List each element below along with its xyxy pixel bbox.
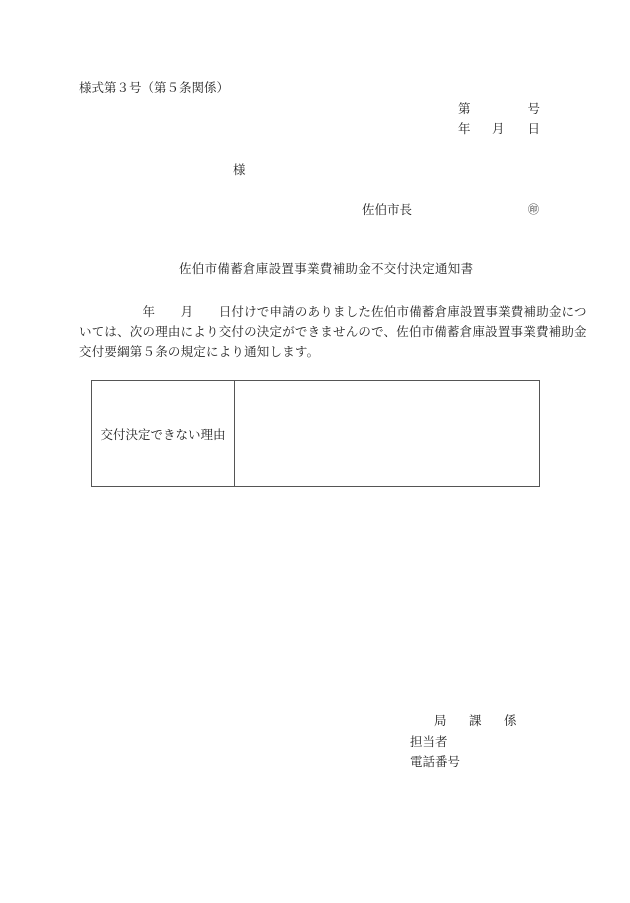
body-line: 交付要綱第５条の規定により通知します。 <box>79 344 320 359</box>
reason-label: 交付決定できない理由 <box>92 381 235 486</box>
contact-phone-label: 電話番号 <box>410 754 461 769</box>
doc-number-prefix: 第 <box>458 101 471 116</box>
contact-person-label: 担当者 <box>410 734 448 749</box>
doc-number-suffix: 号 <box>527 101 540 116</box>
body-line: 年 月 日付けで申請のありました佐伯市備蓄倉庫設置事業費補助金につ <box>79 304 587 319</box>
date-month: 月 <box>492 121 505 136</box>
addressee-suffix: 様 <box>233 162 246 177</box>
date-day: 日 <box>527 121 540 136</box>
department-section: 課 <box>469 713 482 728</box>
body-line: いては、次の理由により交付の決定ができませんので、佐伯市備蓄倉庫設置事業費補助金 <box>79 324 587 339</box>
body-paragraph <box>79 302 587 362</box>
reason-table <box>91 380 540 487</box>
form-id: 様式第３号（第５条関係） <box>79 80 230 95</box>
doc-number <box>458 103 540 116</box>
seal-icon: ㊞ <box>528 203 539 216</box>
reason-value-field[interactable] <box>235 381 539 486</box>
issuer-title: 佐伯市長 <box>362 202 413 217</box>
date-year: 年 <box>458 121 471 136</box>
department-unit: 係 <box>504 713 517 728</box>
document-title: 佐伯市備蓄倉庫設置事業費補助金不交付決定通知書 <box>179 261 474 276</box>
department-bureau: 局 <box>434 713 447 728</box>
